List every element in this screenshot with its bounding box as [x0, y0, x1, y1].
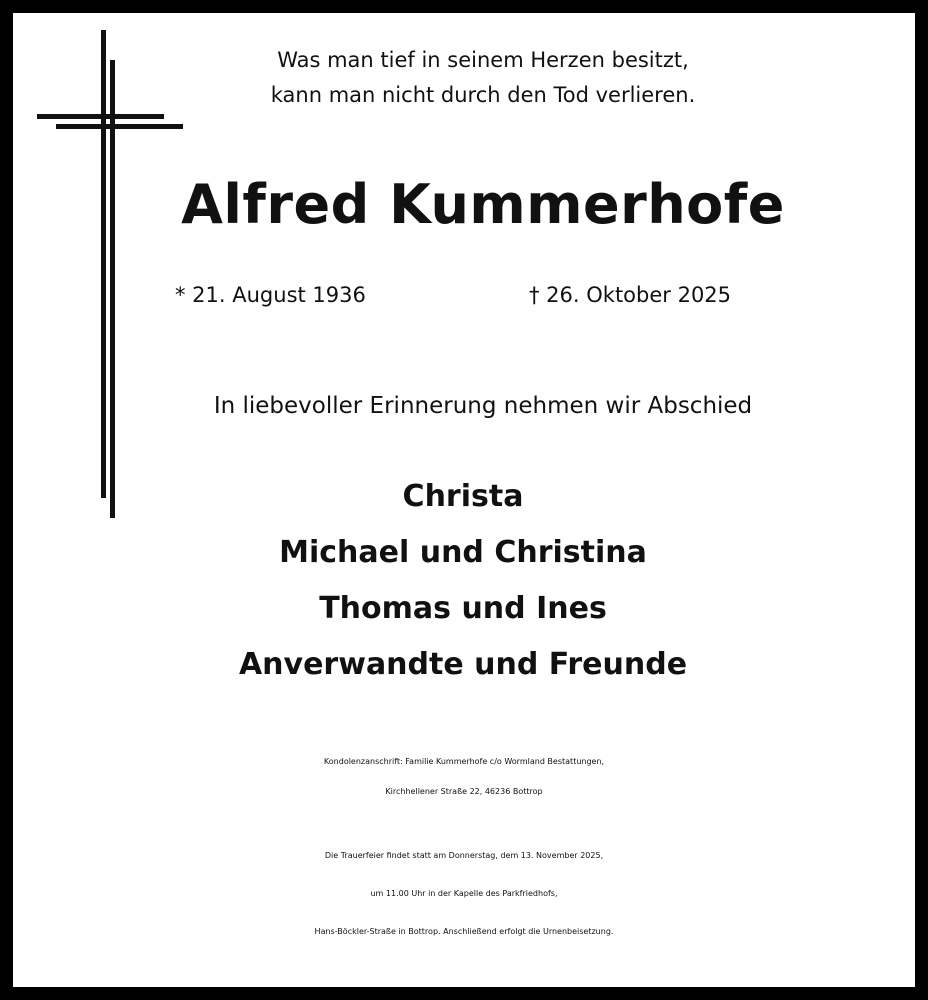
cross-horizontal-bar — [37, 114, 164, 119]
quote-line-2: kann man nicht durch den Tod verlieren. — [270, 83, 696, 107]
cross-horizontal-bar-offset — [56, 124, 183, 129]
mourner-1: Christa — [402, 479, 524, 514]
mourner-2: Michael und Christina — [279, 535, 647, 570]
birth-date: * 21. August 1936 — [175, 283, 366, 307]
mourner-4: Anverwandte und Freunde — [238, 647, 688, 682]
service-info-line-3: Hans-Böckler-Straße in Bottrop. Anschließend erfolgt die Urnenbeisetzung. — [314, 927, 614, 936]
quote-line-1: Was man tief in seinem Herzen besitzt, — [277, 48, 689, 72]
service-info-line-2: um 11.00 Uhr in der Kapelle des Parkfriedhofs, — [370, 889, 558, 898]
farewell-intro: In liebevoller Erinnerung nehmen wir Abschied — [213, 393, 753, 419]
condolence-address-line-1: Kondolenzanschrift: Familie Kummerhofe c/o Wormland Bestattungen, — [323, 757, 605, 766]
deceased-name: Alfred Kummerhofe — [181, 173, 785, 236]
condolence-address-line-2: Kirchhellener Straße 22, 46236 Bottrop — [385, 787, 543, 796]
service-info-line-1: Die Trauerfeier findet statt am Donnerstag, dem 13. November 2025, — [324, 851, 604, 860]
obituary-notice — [13, 13, 915, 987]
death-date: † 26. Oktober 2025 — [529, 283, 732, 307]
mourner-3: Thomas und Ines — [319, 591, 607, 626]
cross-vertical-bar — [101, 30, 106, 498]
